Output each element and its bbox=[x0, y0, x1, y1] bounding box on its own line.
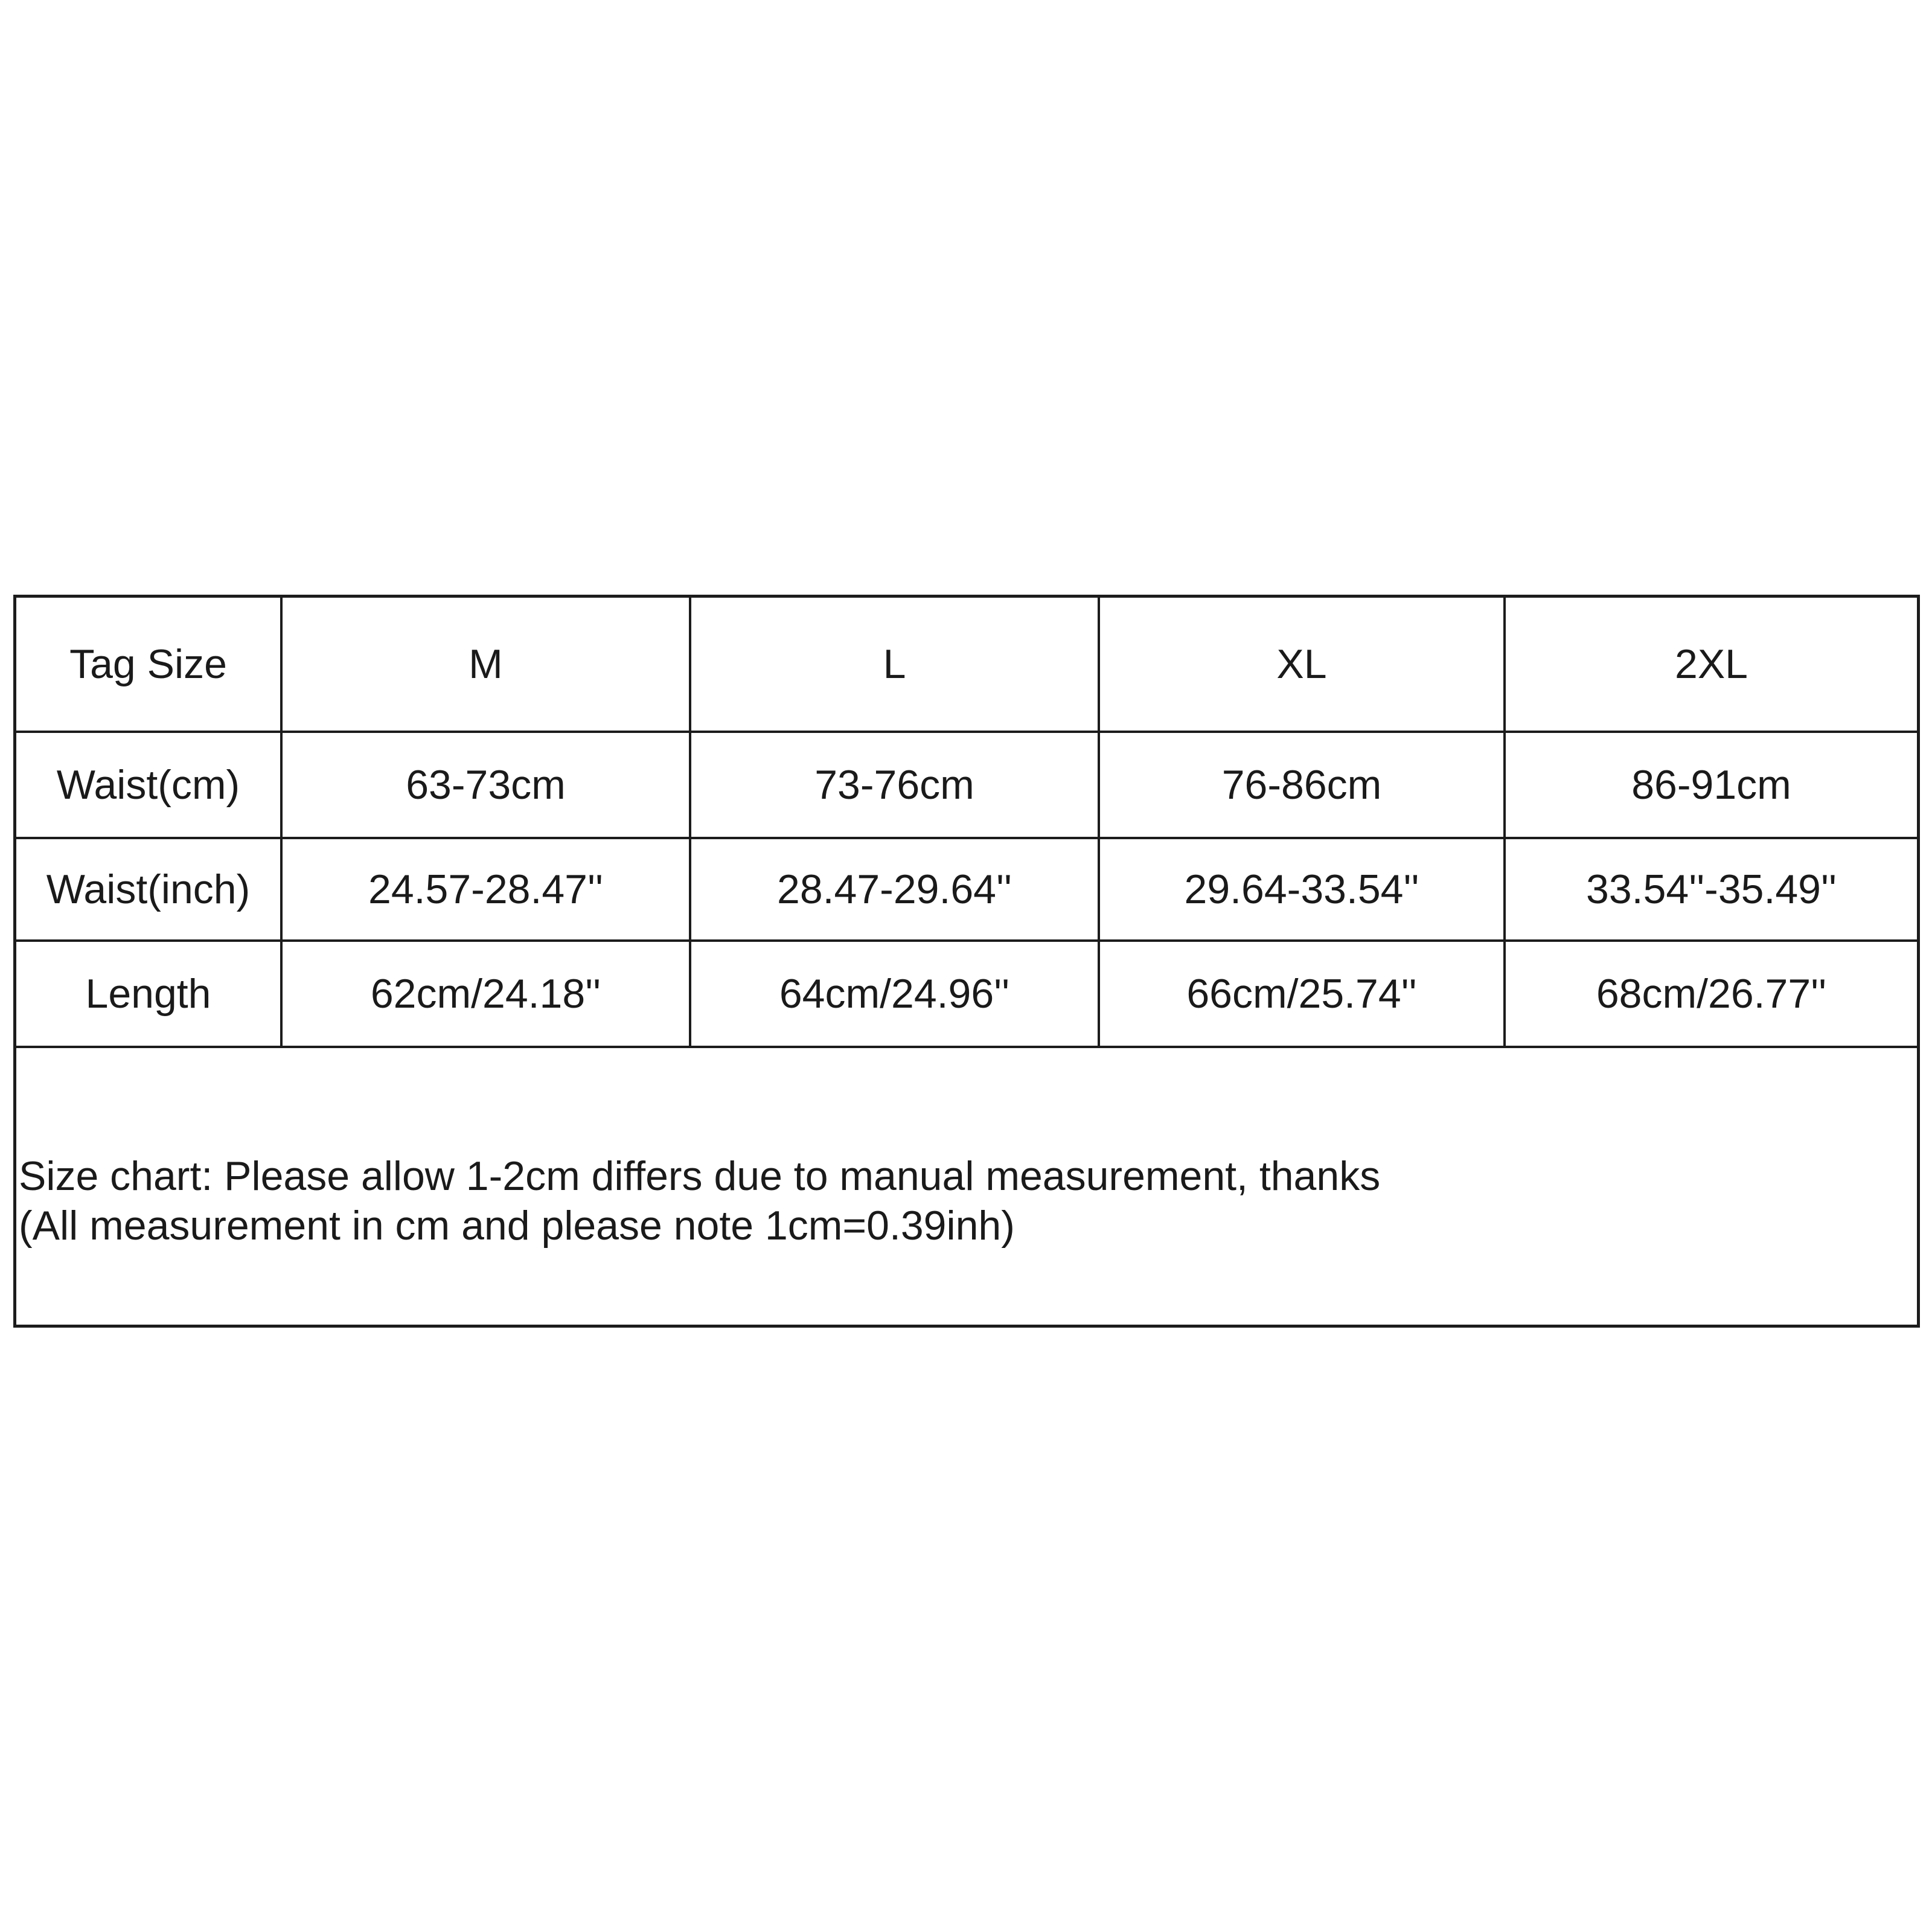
row-label: Waist(inch) bbox=[16, 838, 281, 941]
note-line-2: (All measurement in cm and please note 1cm=0.39inh) bbox=[19, 1203, 1015, 1249]
table-row bbox=[16, 732, 1917, 838]
table-cell: 28.47-29.64'' bbox=[690, 838, 1099, 941]
size-table bbox=[16, 598, 1917, 1048]
note-line-1: Size chart: Please allow 1-2cm differs due to manual measurement, thanks bbox=[19, 1153, 1381, 1199]
table-cell: 76-86cm bbox=[1099, 732, 1505, 838]
size-note bbox=[19, 1151, 1380, 1250]
table-cell: 86-91cm bbox=[1505, 732, 1917, 838]
size-xl-header: XL bbox=[1099, 598, 1505, 732]
table-cell: 68cm/26.77'' bbox=[1505, 941, 1917, 1047]
size-2xl-header: 2XL bbox=[1505, 598, 1917, 732]
header-label: Tag Size bbox=[16, 598, 281, 732]
size-chart bbox=[13, 595, 1920, 1328]
table-cell: 73-76cm bbox=[690, 732, 1099, 838]
table-row bbox=[16, 941, 1917, 1047]
table-cell: 66cm/25.74'' bbox=[1099, 941, 1505, 1047]
table-cell: 24.57-28.47'' bbox=[281, 838, 690, 941]
table-cell: 33.54''-35.49'' bbox=[1505, 838, 1917, 941]
row-label: Length bbox=[16, 941, 281, 1047]
table-cell: 29.64-33.54'' bbox=[1099, 838, 1505, 941]
table-cell: 63-73cm bbox=[281, 732, 690, 838]
row-label: Waist(cm) bbox=[16, 732, 281, 838]
table-cell: 64cm/24.96'' bbox=[690, 941, 1099, 1047]
size-m-header: M bbox=[281, 598, 690, 732]
table-cell: 62cm/24.18'' bbox=[281, 941, 690, 1047]
header-row bbox=[16, 598, 1917, 732]
size-l-header: L bbox=[690, 598, 1099, 732]
table-row bbox=[16, 838, 1917, 941]
